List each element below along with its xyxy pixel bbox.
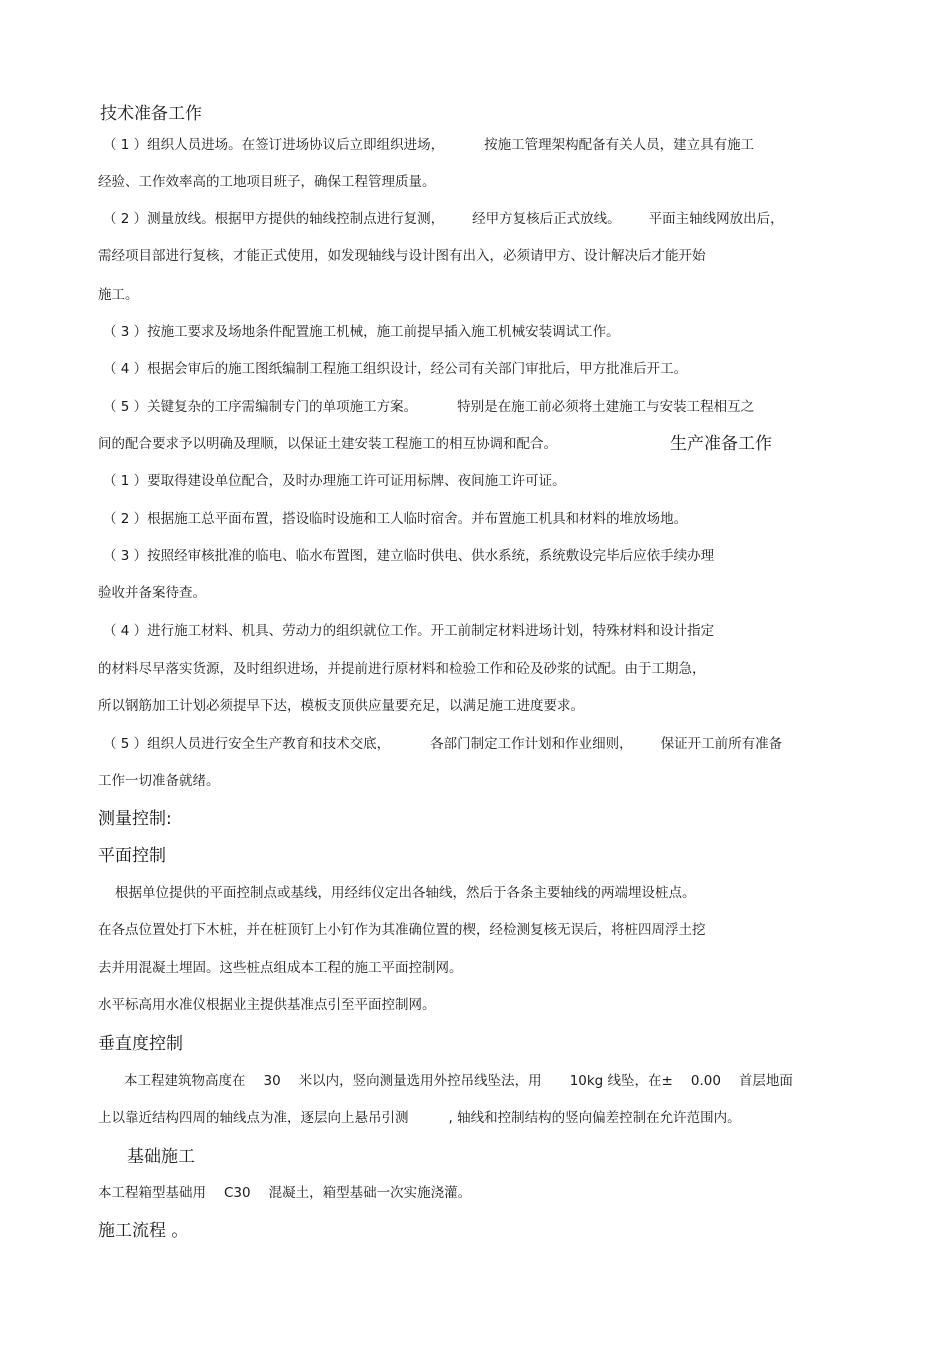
prod-item-3-line-1: （ 3 ）按照经审核批准的临电、临水布置图，建立临时供电、供水系统，系统敷设完毕后应依手续办理 (103, 548, 715, 564)
text-segment: 经甲方复核后正式放线。 (472, 211, 621, 227)
plane-line-2: 在各点位置处打下木桩，并在桩顶钉上小钉作为其准确位置的楔，经检测复核无误后，将桩四周浮土挖 (98, 922, 706, 938)
heading-foundation-construction: 基础施工 (127, 1147, 195, 1167)
text-segment: 保证开工前所有准备 (660, 736, 783, 752)
tech-item-2-line-1 (103, 210, 784, 228)
text-segment: （ 2 ）测量放线。根据甲方提供的轴线控制点进行复测， (103, 211, 445, 227)
text-segment: 本工程箱型基础用 (98, 1185, 206, 1201)
vertical-line-2 (98, 1109, 741, 1127)
prod-item-4-line-3: 所以钢筋加工计划必须提早下达，模板支顶供应量要充足，以满足施工进度要求。 (98, 698, 584, 714)
text-segment: （ 5 ）组织人员进行安全生产教育和技术交底， (103, 736, 391, 752)
prod-item-3-line-2: 验收并备案待查。 (98, 585, 206, 601)
text-segment: （ 1 ）组织人员进场。在签订进场协议后立即组织进场， (103, 137, 445, 153)
plane-line-1: 根据单位提供的平面控制点或基线，用经纬仪定出各轴线，然后于各条主要轴线的两端埋设桩点。 (115, 885, 696, 901)
prod-item-4-line-2: 的材料尽早落实货源，及时组织进场，并提前进行原材料和检验工作和砼及砂浆的试配。由于工期急， (98, 661, 706, 677)
text-segment: 混凝土，箱型基础一次实施浇灌。 (268, 1185, 472, 1201)
prod-item-2: （ 2 ）根据施工总平面布置，搭设临时设施和工人临时宿舍。并布置施工机具和材料的堆放场地。 (103, 511, 688, 527)
heading-production-preparation: 生产准备工作 (670, 434, 772, 454)
tech-item-2-line-2: 需经项目部进行复核，才能正式使用，如发现轴线与设计图有出入，必须请甲方、设计解决后才能开始 (98, 248, 706, 264)
heading-technical-preparation: 技术准备工作 (100, 104, 202, 124)
text-segment: , 轴线和控制结构的竖向偏差控制在允许范围内。 (448, 1110, 741, 1126)
text-segment: 特别是在施工前必须将土建施工与安装工程相互之 (457, 399, 755, 415)
tech-item-4: （ 4 ）根据会审后的施工图纸编制工程施工组织设计，经公司有关部门审批后，甲方批准后开工。 (103, 361, 688, 377)
text-segment: 各部门制定工作计划和作业细则， (430, 736, 633, 752)
tech-item-5-line-1 (103, 398, 754, 416)
text-segment: 本工程建筑物高度在 (124, 1073, 246, 1089)
tech-item-3: （ 3 ）按施工要求及场地条件配置施工机械，施工前提早插入施工机械安装调试工作。 (103, 324, 620, 340)
tech-item-2-line-3: 施工。 (98, 287, 139, 303)
text-segment: 首层地面 (738, 1073, 793, 1089)
text-segment: C30 (224, 1185, 251, 1201)
text-segment: 平面主轴线网放出后， (648, 211, 784, 227)
vertical-line-1 (124, 1072, 793, 1090)
heading-construction-flow: 施工流程 。 (98, 1221, 189, 1241)
text-segment: 0.00 (690, 1073, 721, 1089)
tech-item-1-line-2: 经验、工作效率高的工地项目班子，确保工程管理质量。 (98, 174, 436, 190)
tech-item-5-line-2: 间的配合要求予以明确及理顺，以保证土建安装工程施工的相互协调和配合。 (98, 436, 557, 452)
text-segment: 米以内，竖向测量选用外控吊线坠法，用 (298, 1073, 542, 1089)
plane-line-4: 水平标高用水准仪根据业主提供基准点引至平面控制网。 (98, 997, 436, 1013)
foundation-line-1 (98, 1184, 471, 1202)
text-segment: 30 (263, 1073, 281, 1089)
prod-item-5-line-1 (103, 735, 782, 753)
prod-item-1: （ 1 ）要取得建设单位配合，及时办理施工许可证用标牌、夜间施工许可证。 (103, 473, 566, 489)
heading-vertical-control: 垂直度控制 (98, 1034, 183, 1054)
heading-plane-control: 平面控制 (98, 846, 166, 866)
text-segment: 上以靠近结构四周的轴线点为准，逐层向上悬吊引测 (98, 1110, 409, 1126)
text-segment: （ 5 ）关键复杂的工序需编制专门的单项施工方案。 (103, 399, 418, 415)
heading-survey-control: 测量控制: (98, 809, 172, 829)
text-segment: 按施工管理架构配备有关人员，建立具有施工 (484, 137, 755, 153)
tech-item-1-line-1 (103, 136, 754, 154)
text-segment: 10kg 线坠，在± (569, 1073, 673, 1089)
prod-item-4-line-1: （ 4 ）进行施工材料、机具、劳动力的组织就位工作。开工前制定材料进场计划，特殊材料和设计指定 (103, 623, 715, 639)
prod-item-5-line-2: 工作一切准备就绪。 (98, 773, 220, 789)
plane-line-3: 去并用混凝土埋固。这些桩点组成本工程的施工平面控制网。 (98, 960, 463, 976)
